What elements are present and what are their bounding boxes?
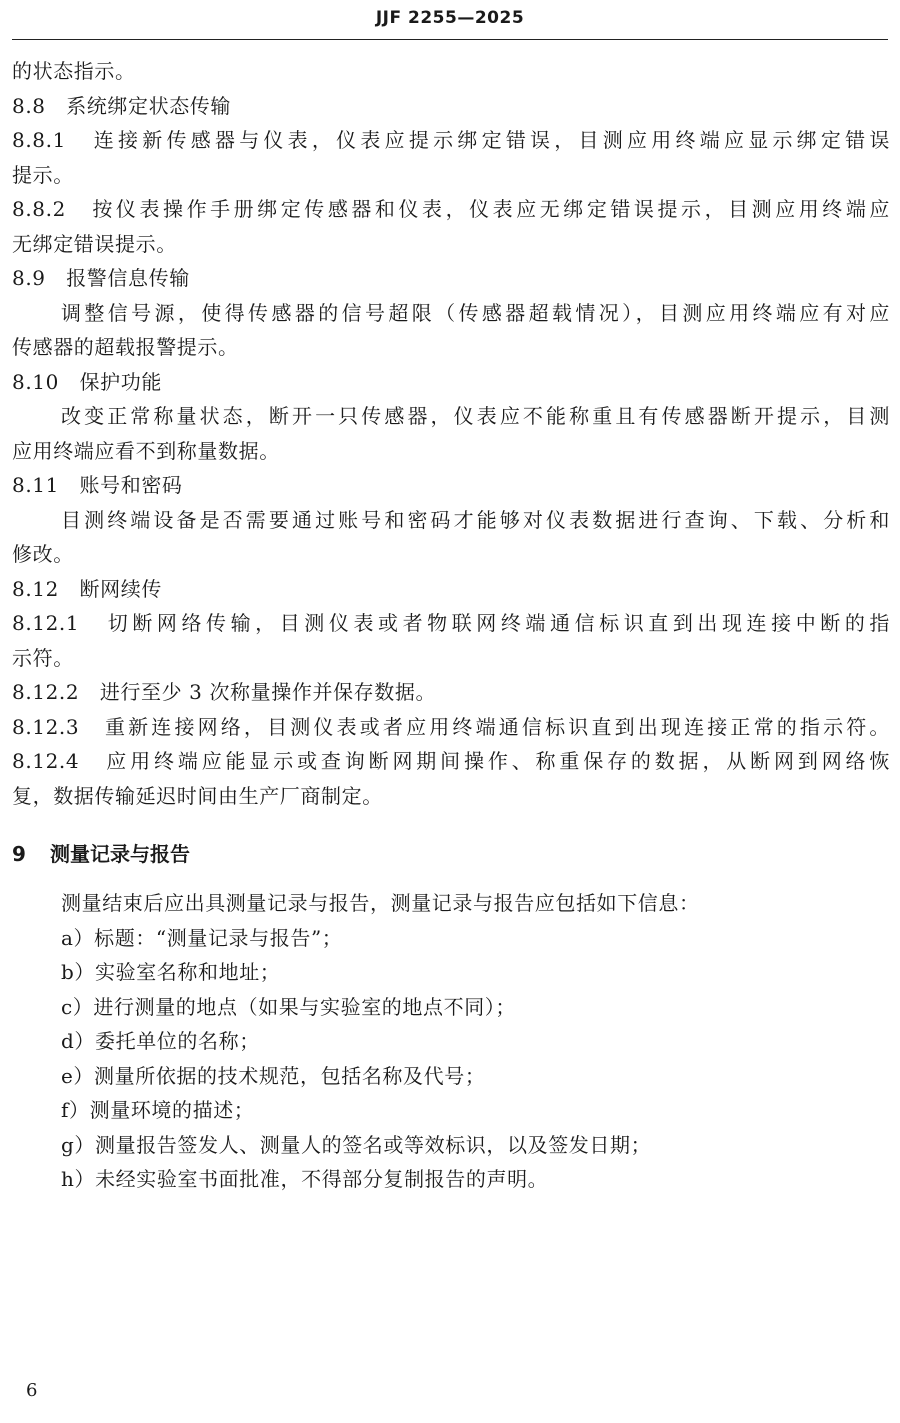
paragraph-line: 目测终端设备是否需要通过账号和密码才能够对仪表数据进行查询、下载、分析和 (61, 507, 890, 532)
clause-8-12-3: 8.12.3 重新连接网络，目测仪表或者应用终端通信标识直到出现连接正常的指示符。 (12, 714, 890, 739)
list-item-f: f）测量环境的描述； (61, 1098, 255, 1122)
clause-8-12-4: 8.12.4 应用终端应能显示或查询断网期间操作、称重保存的数据，从断网到网络恢 (12, 749, 890, 773)
text-line: 的状态指示。 (12, 59, 136, 83)
header-rule (12, 39, 888, 40)
text-line: 应用终端应看不到称量数据。 (12, 438, 280, 463)
clause-8-8-2: 8.8.2 按仪表操作手册绑定传感器和仪表，仪表应无绑定错误提示，目测应用终端应 (12, 197, 890, 221)
section-9-body (12, 886, 890, 1197)
standard-code: JJF 2255—2025 (375, 8, 525, 28)
paragraph-line: 调整信号源，使得传感器的信号超限（传感器超载情况），目测应用终端应有对应 (61, 300, 890, 325)
text-line: 无绑定错误提示。 (12, 231, 177, 256)
clause-8-8-1: 8.8.1 连接新传感器与仪表，仪表应提示绑定错误，目测应用终端应显示绑定错误 (12, 128, 890, 152)
clause-heading-8-11: 8.11 账号和密码 (12, 473, 183, 497)
section-intro: 测量结束后应出具测量记录与报告，测量记录与报告应包括如下信息： (61, 891, 700, 915)
list-item-a: a）标题：“测量记录与报告”； (61, 925, 343, 950)
text-line: 示符。 (12, 645, 74, 670)
section-title: 测量记录与报告 (50, 842, 190, 866)
clause-8-12-1: 8.12.1 切断网络传输，目测仪表或者物联网终端通信标识直到出现连接中断的指 (12, 611, 890, 635)
text-line: 复，数据传输延迟时间由生产厂商制定。 (12, 783, 383, 808)
text-line: 修改。 (12, 542, 74, 566)
clause-heading-8-12: 8.12 断网续传 (12, 576, 162, 601)
list-item-e: e）测量所依据的技术规范，包括名称及代号； (61, 1063, 486, 1088)
clause-heading-8-10: 8.10 保护功能 (12, 369, 162, 394)
list-item-d: d）委托单位的名称； (61, 1029, 260, 1053)
list-item-b: b）实验室名称和地址； (61, 960, 281, 984)
text-line: 传感器的超载报警提示。 (12, 335, 239, 359)
list-item-g: g）测量报告签发人、测量人的签名或等效标识，以及签发日期； (61, 1132, 652, 1157)
clause-heading-8-8: 8.8 系统绑定状态传输 (12, 93, 232, 118)
clause-8-12-2: 8.12.2 进行至少 3 次称量操作并保存数据。 (12, 680, 437, 704)
page-number: 6 (26, 1380, 38, 1401)
page-header (0, 0, 900, 41)
paragraph-line: 改变正常称量状态，断开一只传感器，仪表应不能称重且有传感器断开提示，目测 (61, 404, 890, 428)
body-text (12, 54, 890, 813)
section-number: 9 (12, 842, 26, 866)
clause-heading-8-9: 8.9 报警信息传输 (12, 266, 190, 290)
section-heading-9 (12, 838, 190, 867)
text-line: 提示。 (12, 162, 74, 187)
list-item-h: h）未经实验室书面批准，不得部分复制报告的声明。 (61, 1167, 549, 1191)
list-item-c: c）进行测量的地点（如果与实验室的地点不同）； (61, 994, 517, 1019)
